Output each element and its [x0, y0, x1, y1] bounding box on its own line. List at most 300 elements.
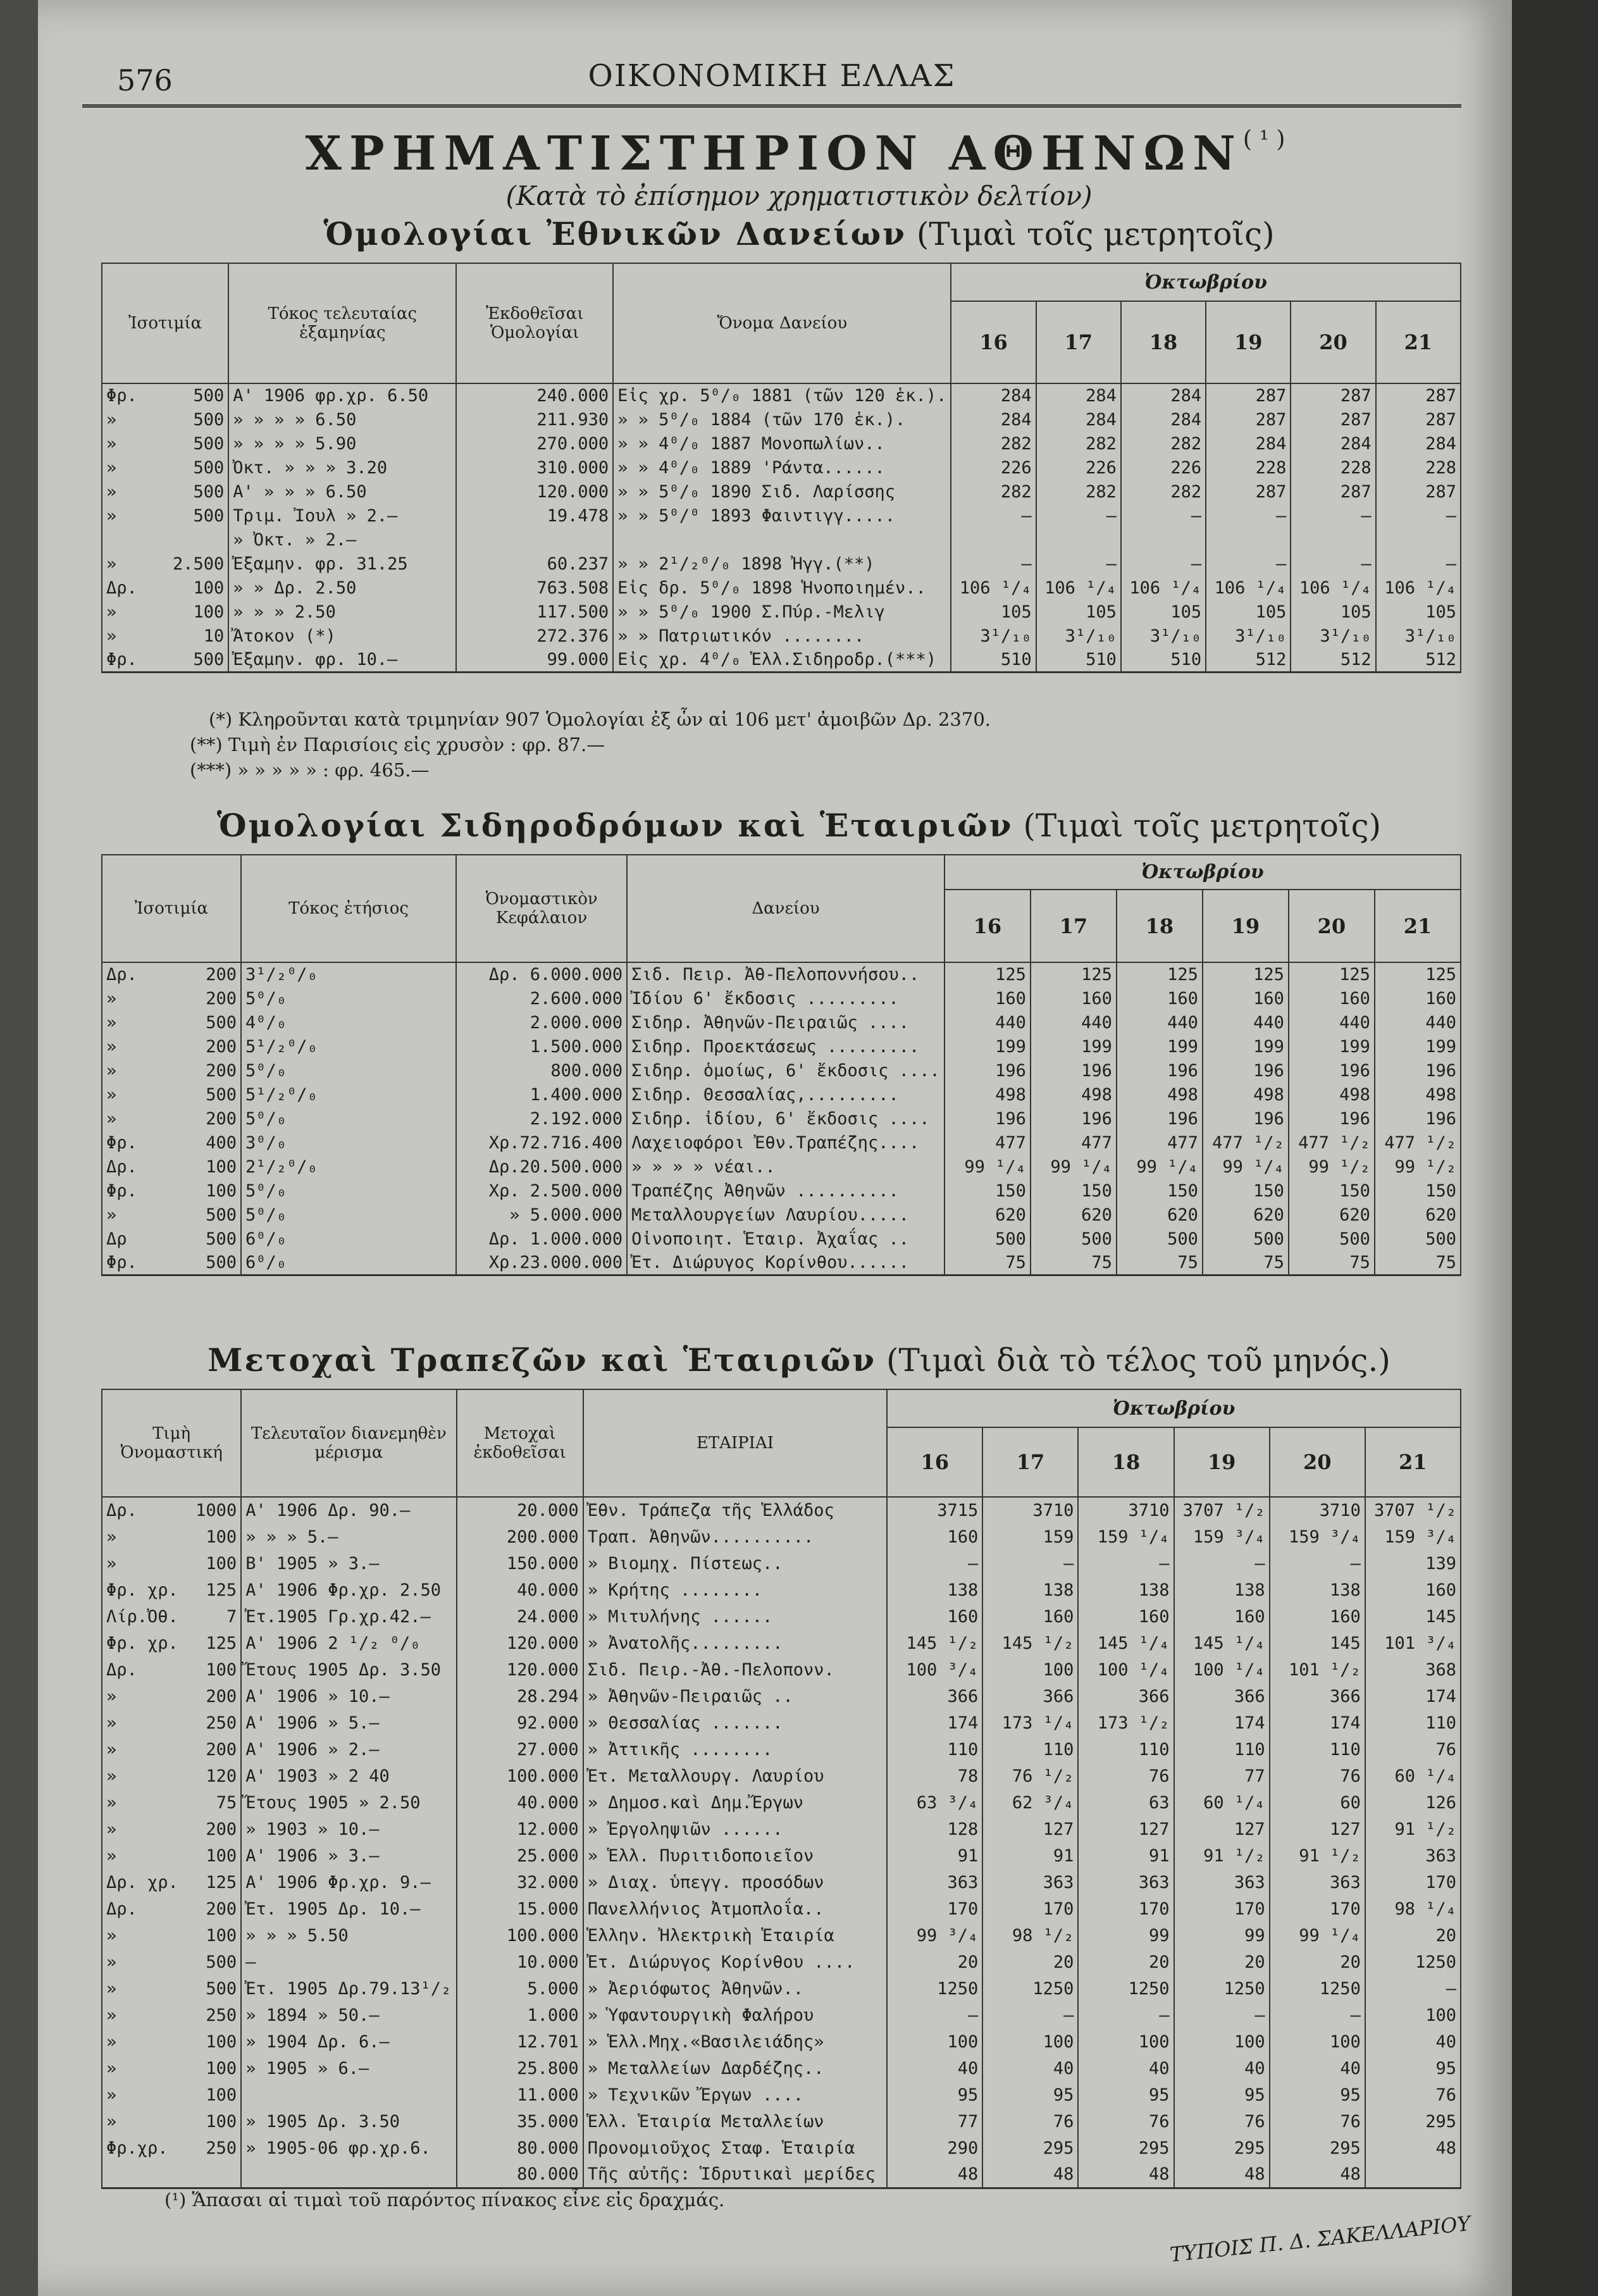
price-cell: 287 [1291, 383, 1375, 407]
price-cell: 366 [1078, 1683, 1174, 1710]
table-row [102, 1710, 1461, 1736]
currency: Λίρ.Ὀθ. [106, 1606, 178, 1627]
price-cell: 366 [1270, 1683, 1365, 1710]
price-cell: 228 [1291, 456, 1375, 480]
price-cell: 20 [1174, 1949, 1270, 1975]
price-cell: 76 [1174, 2108, 1270, 2135]
price-cell: 160 [1375, 986, 1461, 1010]
price-cell: 76 ¹/₂ [982, 1763, 1078, 1789]
currency: » [106, 1978, 117, 1999]
price-cell: 99 [1078, 1922, 1174, 1949]
day-header: 16 [951, 301, 1036, 383]
table-row [102, 986, 1461, 1010]
table-row [102, 1869, 1461, 1896]
currency: Φρ. χρ. [106, 1580, 178, 1600]
currency: Φρ. [106, 386, 137, 406]
coupon-cell: Τριμ. Ἰουλ » 2.— [228, 504, 456, 528]
price-cell: — [1291, 504, 1375, 528]
price-cell: 20 [982, 1949, 1078, 1975]
price-cell: 78 [887, 1763, 982, 1789]
name-cell: Σιδηρ. ὁμοίως, 6' ἔκδοσις .... [627, 1058, 945, 1083]
nominal-value: 200 [206, 1899, 237, 1919]
price-cell: 170 [1078, 1896, 1174, 1922]
price-cell: 3710 [1078, 1497, 1174, 1523]
nominal-value: 200 [206, 965, 237, 984]
parity-cell [102, 1203, 241, 1227]
issue-cell: 100.000 [457, 1922, 583, 1949]
price-cell: 170 [887, 1896, 982, 1922]
price-cell: 159 [982, 1523, 1078, 1550]
table-row [102, 1179, 1461, 1203]
issue-cell: 19.478 [456, 504, 613, 528]
price-cell: 125 [945, 962, 1031, 986]
table-row [102, 1107, 1461, 1131]
issue-cell: 2.600.000 [456, 986, 627, 1010]
price-cell: 363 [982, 1869, 1078, 1896]
price-cell: 363 [887, 1869, 982, 1896]
price-cell: 500 [1203, 1227, 1289, 1251]
price-cell: 125 [1031, 962, 1117, 986]
price-cell: 160 [982, 1603, 1078, 1630]
price-cell: 160 [1289, 986, 1375, 1010]
table-row [102, 1789, 1461, 1816]
issue-cell: 12.701 [457, 2028, 583, 2055]
table-row [102, 1656, 1461, 1683]
price-cell: 3¹/₁₀ [1291, 624, 1375, 648]
day-header: 20 [1289, 890, 1375, 962]
coupon-cell: 6⁰/₀ [241, 1227, 456, 1251]
price-cell: 1250 [1270, 1975, 1365, 2002]
price-cell: 440 [945, 1010, 1031, 1034]
price-cell: 110 [1270, 1736, 1365, 1763]
currency: » [106, 433, 117, 454]
price-cell: 160 [1117, 986, 1203, 1010]
price-cell: 75 [1289, 1251, 1375, 1275]
coupon-cell: Α' 1906 » 10.— [241, 1683, 456, 1710]
name-cell: Ἑλλ. Ἑταιρία Μεταλλείων [583, 2108, 887, 2135]
day-header: 17 [1031, 890, 1117, 962]
currency: » [106, 1819, 117, 1839]
price-cell: 226 [951, 456, 1036, 480]
price-cell: — [982, 1550, 1078, 1577]
issue-cell: 120.000 [457, 1656, 583, 1683]
price-cell: 150 [1031, 1179, 1117, 1203]
nominal-value: 200 [206, 1108, 237, 1129]
price-cell: 160 [1031, 986, 1117, 1010]
parity-cell [102, 2028, 241, 2055]
col-month: Ὀκτωβρίου [951, 263, 1461, 301]
nominal-value: 500 [206, 1229, 237, 1249]
currency: » [106, 1012, 117, 1033]
price-cell: 290 [887, 2135, 982, 2161]
table-row [102, 1896, 1461, 1922]
price-cell: 48 [1174, 2161, 1270, 2188]
price-cell: 284 [1206, 431, 1291, 456]
price-cell: 100 [1174, 2028, 1270, 2055]
day-header: 19 [1206, 301, 1291, 383]
price-cell: 196 [1031, 1107, 1117, 1131]
issue-cell: 40.000 [457, 1789, 583, 1816]
coupon-cell: Ἔτους 1905 » 2.50 [241, 1789, 456, 1816]
price-cell: 498 [1031, 1083, 1117, 1107]
price-cell: — [1270, 1550, 1365, 1577]
price-cell: 477 ¹/₂ [1203, 1131, 1289, 1155]
coupon-cell: Α' 1903 » 2 40 [241, 1763, 456, 1789]
price-cell: 512 [1206, 648, 1291, 672]
nominal-value: 200 [206, 1819, 237, 1839]
name-cell: » Ἀεριόφωτος Ἀθηνῶν.. [583, 1975, 887, 2002]
price-cell: 91 [982, 1842, 1078, 1869]
name-cell: » Τεχνικῶν Ἔργων .... [583, 2082, 887, 2108]
issue-cell: 211.930 [456, 407, 613, 431]
coupon-cell: » 1894 » 50.— [241, 2002, 456, 2028]
name-cell: Λαχειοφόροι Ἐθν.Τραπέζης.... [627, 1131, 945, 1155]
price-cell: 196 [1117, 1058, 1203, 1083]
table-row [102, 1203, 1461, 1227]
coupon-cell: » » » 5.50 [241, 1922, 456, 1949]
coupon-cell: » » » » 6.50 [228, 407, 456, 431]
price-cell: 196 [945, 1107, 1031, 1131]
price-cell: 125 [1203, 962, 1289, 986]
price-cell: 284 [1121, 407, 1206, 431]
price-cell: 105 [1036, 600, 1121, 624]
nominal-value: 500 [206, 1012, 237, 1033]
price-cell: — [1174, 2002, 1270, 2028]
parity-cell [102, 1710, 241, 1736]
parity-cell [102, 1155, 241, 1179]
issue-cell: 1.500.000 [456, 1034, 627, 1058]
currency: Δρ. [106, 1501, 137, 1520]
name-cell: Μεταλλουργείων Λαυρίου..... [627, 1203, 945, 1227]
nominal-value: 500 [193, 649, 225, 669]
price-cell: 99 ¹/₄ [1203, 1155, 1289, 1179]
price-cell: 3715 [887, 1497, 982, 1523]
name-cell: » Μεταλλείων Δαρδέζης.. [583, 2055, 887, 2082]
price-cell: 20 [1365, 1922, 1461, 1949]
price-cell: 368 [1365, 1656, 1461, 1683]
price-cell: 159 ³/₄ [1270, 1523, 1365, 1550]
currency: Δρ. [106, 1899, 137, 1919]
parity-cell [102, 1922, 241, 1949]
price-cell: 76 [1365, 1736, 1461, 1763]
issue-cell: 5.000 [457, 1975, 583, 2002]
price-cell: 106 ¹/₄ [1376, 576, 1461, 600]
price-cell [951, 528, 1036, 552]
price-cell: 1250 [1365, 1949, 1461, 1975]
price-cell: 75 [1203, 1251, 1289, 1275]
currency: » [106, 1952, 117, 1972]
price-cell: 100 ³/₄ [887, 1656, 982, 1683]
col-issued: Ἐκδοθεῖσαι Ὁμολογίαι [456, 263, 613, 383]
price-cell: 76 [1270, 2108, 1365, 2135]
price-cell: 440 [1031, 1010, 1117, 1034]
coupon-cell: » » » 2.50 [228, 600, 456, 624]
price-cell: 3¹/₁₀ [1036, 624, 1121, 648]
table-row [102, 1523, 1461, 1550]
printer-imprint: ΤΥΠΟΙΣ Π. Δ. ΣΑΚΕΛΛΑΡΙΟΥ [1168, 2211, 1472, 2267]
price-cell: 160 [1174, 1603, 1270, 1630]
price-cell: 138 [887, 1577, 982, 1603]
price-cell: 174 [887, 1710, 982, 1736]
name-cell: » » » » νέαι.. [627, 1155, 945, 1179]
name-cell [613, 528, 951, 552]
price-cell: 100 ¹/₄ [1174, 1656, 1270, 1683]
parity-cell [102, 624, 228, 648]
price-cell: 63 ³/₄ [887, 1789, 982, 1816]
table-row [102, 1058, 1461, 1083]
issue-cell: Δρ. 6.000.000 [456, 962, 627, 986]
table-row [102, 648, 1461, 672]
price-cell: — [887, 2002, 982, 2028]
nominal-value: 400 [206, 1132, 237, 1153]
price-cell: 99 ¹/₄ [945, 1155, 1031, 1179]
section-3-title-bold: Μετοχαὶ Τραπεζῶν καὶ Ἑταιριῶν [207, 1341, 877, 1379]
table-row [102, 2108, 1461, 2135]
issue-cell: 27.000 [457, 1736, 583, 1763]
price-cell: 100 [982, 2028, 1078, 2055]
price-cell: 138 [1078, 1577, 1174, 1603]
coupon-cell: 5¹/₂⁰/₀ [241, 1034, 456, 1058]
price-cell: 76 [1078, 2108, 1174, 2135]
day-header: 21 [1376, 301, 1461, 383]
issue-cell: 32.000 [457, 1869, 583, 1896]
shares-table [101, 1389, 1461, 2189]
coupon-cell: 2¹/₂⁰/₀ [241, 1155, 456, 1179]
price-cell: 196 [1289, 1058, 1375, 1083]
price-cell: 512 [1291, 648, 1375, 672]
price-cell: 510 [1121, 648, 1206, 672]
price-cell: 95 [982, 2082, 1078, 2108]
price-cell: 196 [945, 1058, 1031, 1083]
issue-cell [456, 528, 613, 552]
price-cell: 287 [1206, 480, 1291, 504]
coupon-cell: Α' » » » 6.50 [228, 480, 456, 504]
issue-cell: 1.000 [457, 2002, 583, 2028]
price-cell: 477 [1031, 1131, 1117, 1155]
price-cell: 282 [1121, 431, 1206, 456]
price-cell: 498 [1117, 1083, 1203, 1107]
nominal-value: 125 [206, 1633, 237, 1653]
name-cell: Προνομιοῦχος Σταφ. Ἑταιρία [583, 2135, 887, 2161]
price-cell: 126 [1365, 1789, 1461, 1816]
name-cell: Ἑλλην. Ἠλεκτρικὴ Ἑταιρία [583, 1922, 887, 1949]
price-cell: 363 [1270, 1869, 1365, 1896]
nominal-value: 500 [206, 1978, 237, 1999]
price-cell: 145 [1365, 1603, 1461, 1630]
price-cell: 76 [1270, 1763, 1365, 1789]
price-cell: 170 [982, 1896, 1078, 1922]
table-row [102, 1083, 1461, 1107]
parity-cell [102, 1896, 241, 1922]
issue-cell: 200.000 [457, 1523, 583, 1550]
price-cell: 1250 [1078, 1975, 1174, 2002]
coupon-cell [241, 2161, 456, 2188]
price-cell: 100 [1078, 2028, 1174, 2055]
issue-cell: 240.000 [456, 383, 613, 407]
name-cell: » Ἀνατολῆς......... [583, 1630, 887, 1656]
parity-cell [102, 1083, 241, 1107]
table-row [102, 1975, 1461, 2002]
price-cell: — [1206, 504, 1291, 528]
currency: » [106, 1527, 117, 1547]
nominal-value: 120 [206, 1766, 237, 1786]
day-header: 20 [1270, 1427, 1365, 1497]
day-header: 19 [1203, 890, 1289, 962]
price-cell: 228 [1376, 456, 1461, 480]
price-cell: 75 [945, 1251, 1031, 1275]
name-cell: Ἰδίου 6' ἔκδοσις ......... [627, 986, 945, 1010]
name-cell: » » Πατριωτικόν ........ [613, 624, 951, 648]
table-row [102, 2135, 1461, 2161]
price-cell: 196 [1375, 1107, 1461, 1131]
col-loan: Δανείου [627, 855, 945, 962]
name-cell: » Ἑλλ. Πυριτιδοποιεῖον [583, 1842, 887, 1869]
price-cell: 125 [1289, 962, 1375, 986]
table-row [102, 1034, 1461, 1058]
parity-cell [102, 407, 228, 431]
price-cell: 174 [1365, 1683, 1461, 1710]
parity-cell [102, 480, 228, 504]
price-cell: 287 [1291, 480, 1375, 504]
running-head: ΟΙΚΟΝΟΜΙΚΗ ΕΛΛΑΣ [588, 58, 956, 94]
issue-cell: 35.000 [457, 2108, 583, 2135]
price-cell: — [1078, 1550, 1174, 1577]
price-cell: — [982, 2002, 1078, 2028]
price-cell: 100 [1365, 2002, 1461, 2028]
price-cell: 40 [1365, 2028, 1461, 2055]
coupon-cell: 5⁰/₀ [241, 1107, 456, 1131]
col-parity: Ἰσοτιμία [102, 855, 241, 962]
table-row [102, 2055, 1461, 2082]
name-cell: Ἐθν. Τράπεζα τῆς Ἑλλάδος [583, 1497, 887, 1523]
currency: » [106, 1792, 117, 1813]
coupon-cell: 6⁰/₀ [241, 1251, 456, 1275]
price-cell: 105 [1376, 600, 1461, 624]
price-cell: 98 ¹/₂ [982, 1922, 1078, 1949]
price-cell: 287 [1376, 407, 1461, 431]
issue-cell: Δρ. 1.000.000 [456, 1227, 627, 1251]
price-cell: 196 [1203, 1058, 1289, 1083]
price-cell: — [1036, 504, 1121, 528]
price-cell: 3707 ¹/₂ [1174, 1497, 1270, 1523]
parity-cell [102, 1975, 241, 2002]
price-cell: 127 [1270, 1816, 1365, 1842]
issue-cell: 80.000 [457, 2135, 583, 2161]
parity-cell [102, 1179, 241, 1203]
price-cell: 150 [1117, 1179, 1203, 1203]
name-cell: Σιδ. Πειρ.-Ἀθ.-Πελοπονν. [583, 1656, 887, 1683]
price-cell: 75 [1375, 1251, 1461, 1275]
nominal-value: 75 [216, 1792, 237, 1813]
parity-cell [102, 2108, 241, 2135]
price-cell: 1250 [982, 1975, 1078, 2002]
price-cell: 170 [1365, 1869, 1461, 1896]
coupon-cell: 5¹/₂⁰/₀ [241, 1083, 456, 1107]
price-cell: 500 [1117, 1227, 1203, 1251]
coupon-cell: » 1905 Δρ. 3.50 [241, 2108, 456, 2135]
name-cell: » » 4⁰/₀ 1887 Μονοπωλίων.. [613, 431, 951, 456]
currency: » [106, 626, 117, 646]
price-cell: 620 [945, 1203, 1031, 1227]
price-cell: 150 [1289, 1179, 1375, 1203]
price-cell: 282 [951, 431, 1036, 456]
price-cell: 174 [1270, 1710, 1365, 1736]
coupon-cell: Α' 1906 » 3.— [241, 1842, 456, 1869]
name-cell: Σιδηρ. Ἀθηνῶν-Πειραιῶς .... [627, 1010, 945, 1034]
nominal-value: 100 [206, 2111, 237, 2132]
currency: » [106, 2058, 117, 2078]
price-cell: 196 [1117, 1107, 1203, 1131]
name-cell: » Κρήτης ........ [583, 1577, 887, 1603]
nominal-value: 500 [193, 433, 225, 454]
issue-cell: 1.400.000 [456, 1083, 627, 1107]
currency: Δρ. [106, 965, 137, 984]
issue-cell: Χρ. 2.500.000 [456, 1179, 627, 1203]
issue-cell: Δρ.20.500.000 [456, 1155, 627, 1179]
issue-cell: Χρ.23.000.000 [456, 1251, 627, 1275]
name-cell: Εἰς χρ. 5⁰/₀ 1881 (τῶν 120 ἑκ.). [613, 383, 951, 407]
table-row [102, 528, 1461, 552]
name-cell: » Διαχ. ὑπεγγ. προσόδων [583, 1869, 887, 1896]
nominal-value: 1000 [195, 1501, 237, 1520]
currency: » [106, 2085, 117, 2105]
price-cell: 76 [982, 2108, 1078, 2135]
table-row [102, 1131, 1461, 1155]
currency: » [106, 1084, 117, 1105]
table-row [102, 407, 1461, 431]
coupon-cell: 5⁰/₀ [241, 1203, 456, 1227]
price-cell: 110 [887, 1736, 982, 1763]
parity-cell [102, 1603, 241, 1630]
coupon-cell: Β' 1905 » 3.— [241, 1550, 456, 1577]
price-cell: 199 [1375, 1034, 1461, 1058]
name-cell: Σιδηρ. Θεσσαλίας,......... [627, 1083, 945, 1107]
price-cell: 295 [1270, 2135, 1365, 2161]
currency: » [106, 2111, 117, 2132]
price-cell: 106 ¹/₄ [1291, 576, 1375, 600]
price-cell: 106 ¹/₄ [951, 576, 1036, 600]
table-row [102, 1816, 1461, 1842]
coupon-cell: 5⁰/₀ [241, 1058, 456, 1083]
price-cell: 287 [1291, 407, 1375, 431]
price-cell: 63 [1078, 1789, 1174, 1816]
issue-cell: 15.000 [457, 1896, 583, 1922]
name-cell: Ἐτ. Διώρυγος Κορίνθου .... [583, 1949, 887, 1975]
price-cell: 498 [945, 1083, 1031, 1107]
currency: » [106, 481, 117, 502]
table-row [102, 1683, 1461, 1710]
name-cell: » Ἐργοληψιῶν ...... [583, 1816, 887, 1842]
currency: Δρ. χρ. [106, 1872, 178, 1892]
price-cell: 160 [945, 986, 1031, 1010]
price-cell: 127 [1078, 1816, 1174, 1842]
price-cell: 3707 ¹/₂ [1365, 1497, 1461, 1523]
price-cell: 1250 [887, 1975, 982, 2002]
price-cell: 284 [1036, 383, 1121, 407]
price-cell: 282 [1121, 480, 1206, 504]
price-cell: 105 [1206, 600, 1291, 624]
nominal-value: 500 [193, 457, 225, 478]
coupon-cell: 3⁰/₀ [241, 1131, 456, 1155]
coupon-cell: » 1904 Δρ. 6.— [241, 2028, 456, 2055]
price-cell: 282 [1036, 431, 1121, 456]
coupon-cell: — [241, 1949, 456, 1975]
price-cell: 620 [1289, 1203, 1375, 1227]
price-cell: 510 [951, 648, 1036, 672]
parity-cell [102, 383, 228, 407]
nominal-value: 200 [206, 1060, 237, 1081]
price-cell: 145 ¹/₄ [1078, 1630, 1174, 1656]
